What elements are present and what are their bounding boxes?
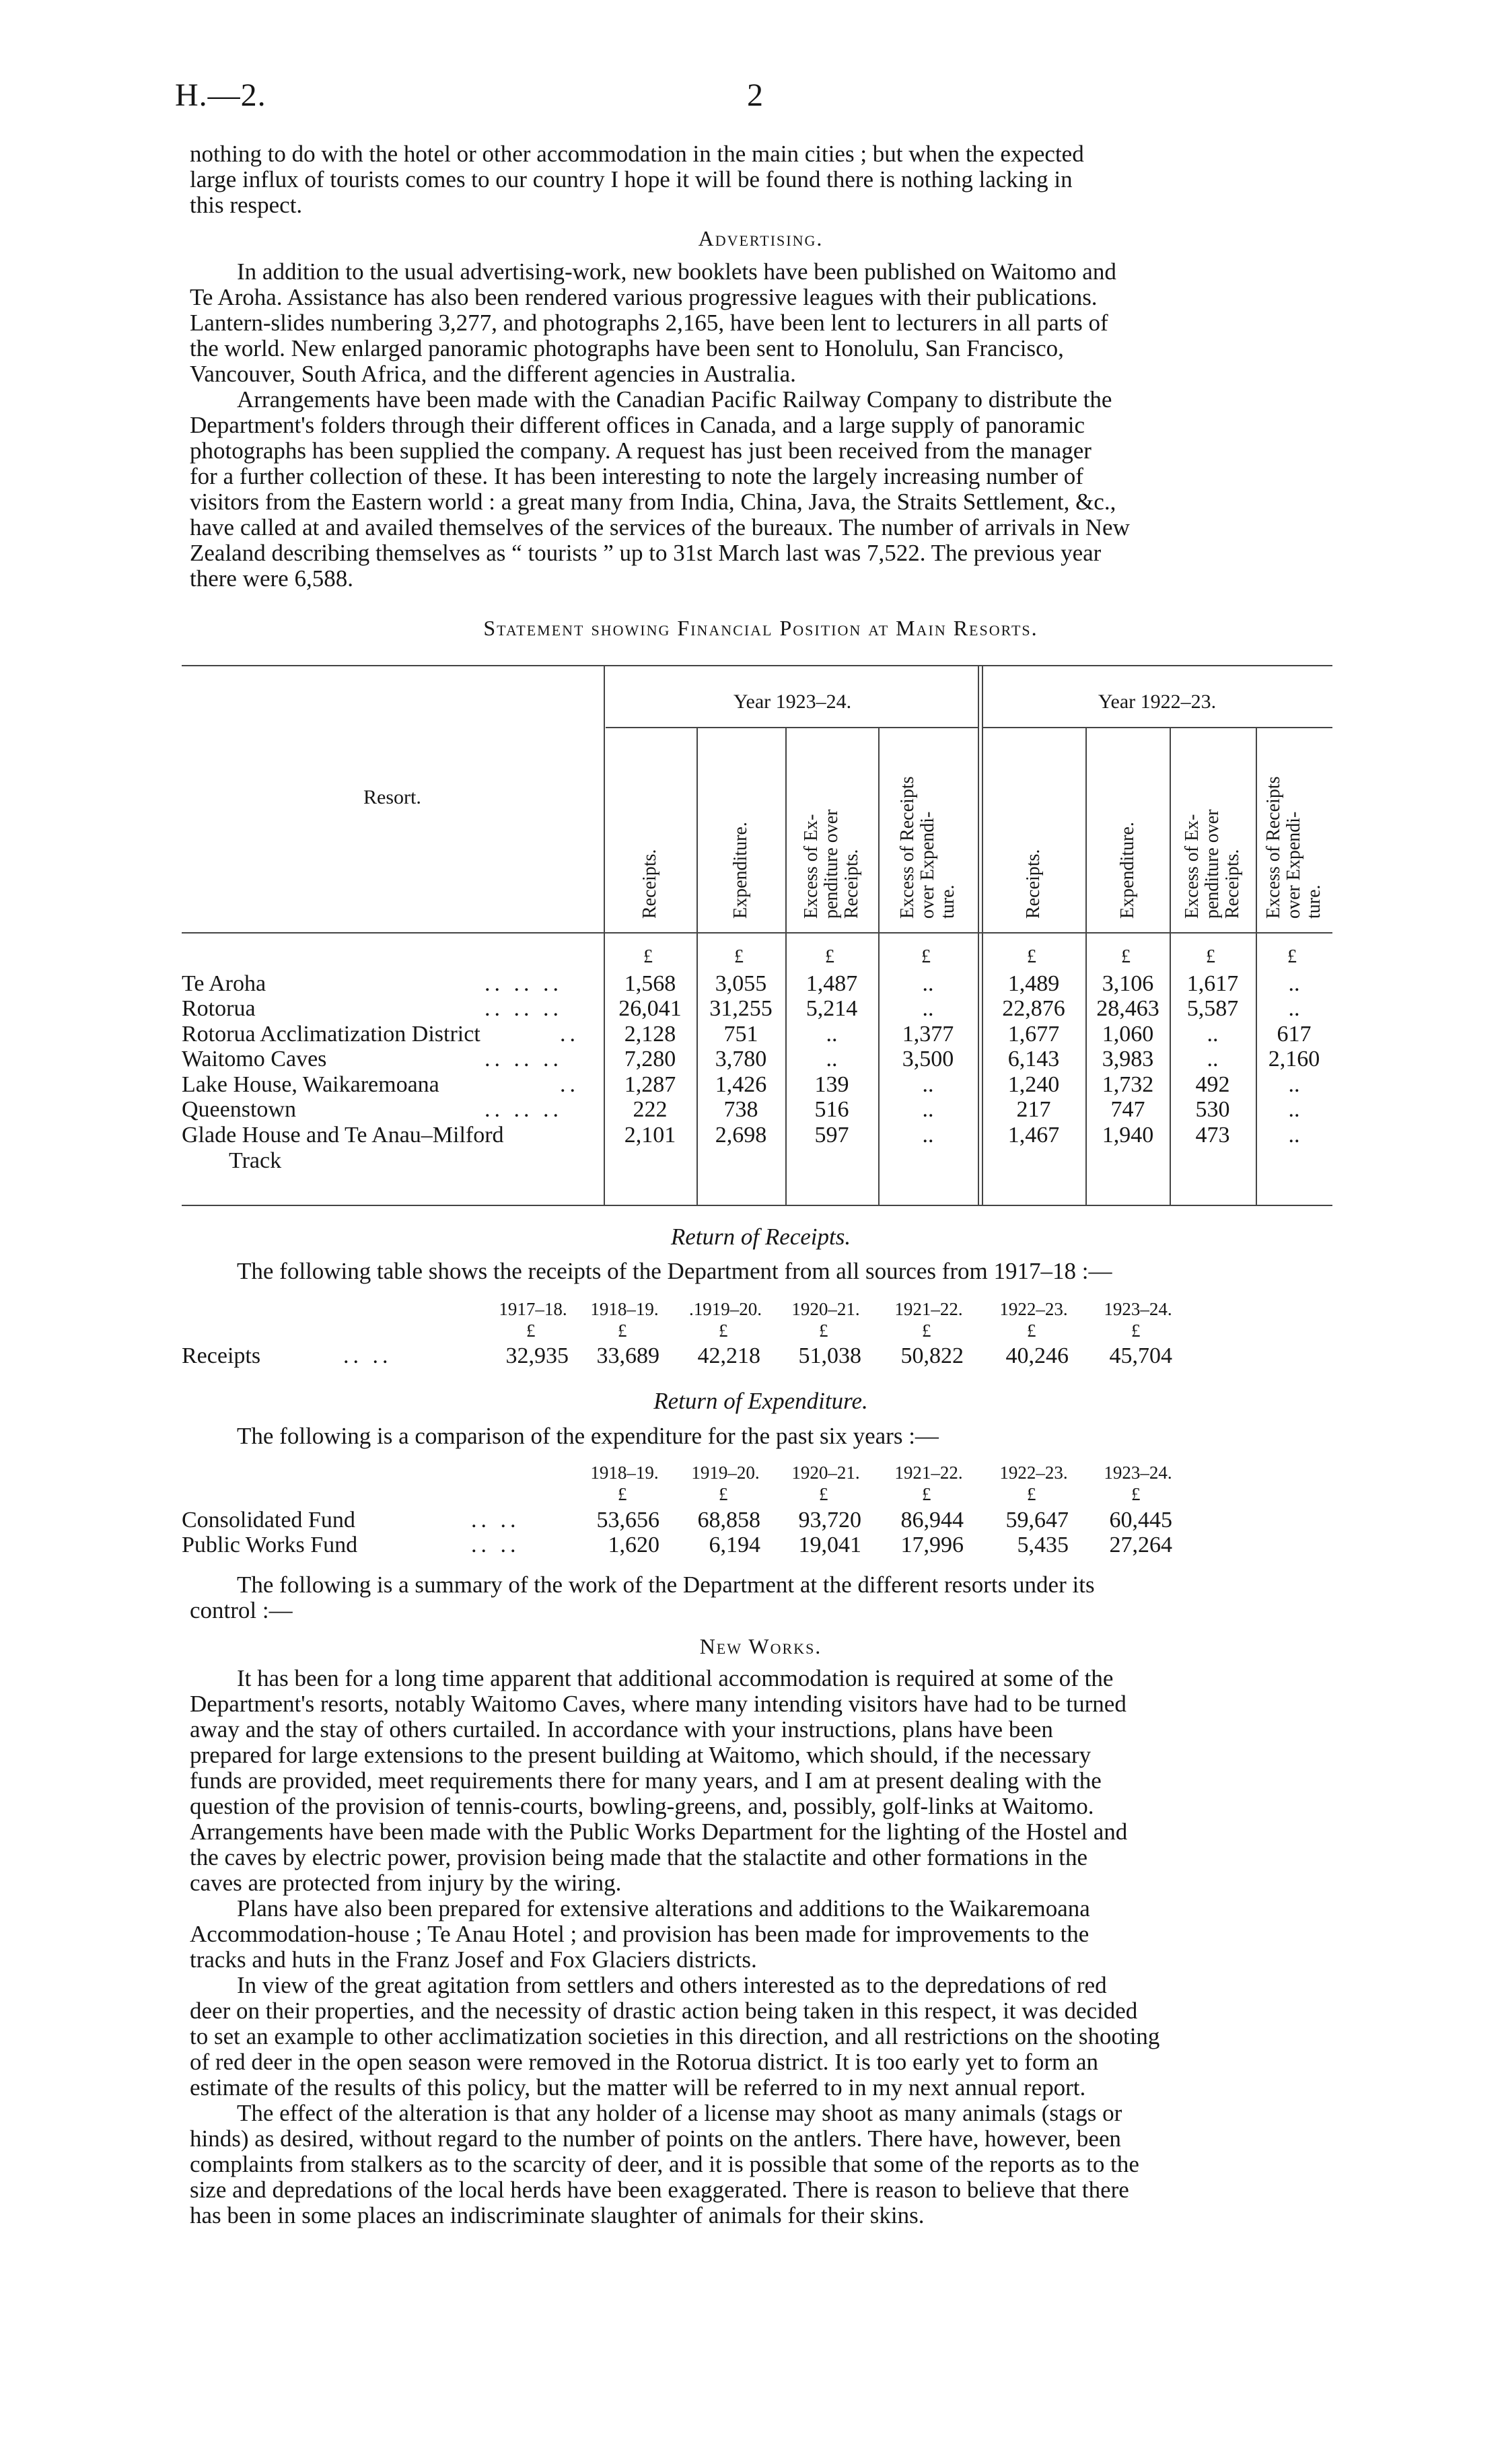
table-cell: ..	[1207, 1047, 1219, 1071]
new-works-heading: New Works.	[699, 1634, 822, 1658]
text-line: In addition to the usual advertising-work, new booklets have been published on Waitomo and	[237, 258, 1116, 285]
currency-symbol: £	[1027, 1321, 1036, 1341]
table-cell: 747	[1110, 1097, 1145, 1122]
receipt-value: 50,822	[900, 1343, 964, 1368]
column-header-text: ture.	[1303, 884, 1324, 919]
column-header-text: Excess of Ex-	[801, 814, 822, 919]
text-line: The effect of the alteration is that any holder of a license may shoot as many animals (stags or	[237, 2100, 1122, 2126]
table-cell: 1,940	[1102, 1123, 1154, 1148]
table-cell: ..	[826, 1022, 838, 1047]
table-cell: 6,143	[1007, 1047, 1060, 1071]
currency-symbol: £	[1027, 1484, 1036, 1504]
page-number: 2	[747, 77, 763, 113]
text-line: the world. New enlarged panoramic photographs have been sent to Honolulu, San Francisco,	[190, 335, 1064, 361]
resort-name-continued: Track	[229, 1148, 282, 1173]
expenditure-intro	[190, 1423, 1332, 1449]
column-header-text: Expenditure.	[1117, 822, 1138, 919]
text-line: Zealand describing themselves as “ tourists ” up to 31st March last was 7,522. The previous year	[190, 540, 1102, 566]
year-header: 1918–19.	[590, 1299, 659, 1319]
text-line: visitors from the Eastern world : a great many from India, China, Java, the Straits Settlement, &c.,	[190, 489, 1116, 515]
text-line: Arrangements have been made with the Canadian Pacific Railway Company to distribute the	[237, 386, 1112, 413]
text-line: Department's folders through their different offices in Canada, and a large supply of panoramic	[190, 412, 1085, 438]
column-header-text: Receipts.	[639, 849, 660, 919]
resort-name: Queenstown	[182, 1097, 296, 1122]
currency-symbol: £	[734, 946, 744, 967]
column-header-text: over Expendi-	[917, 811, 938, 919]
table-cell: ..	[922, 1123, 934, 1148]
table-cell: ..	[922, 1072, 934, 1097]
text-line: control :—	[190, 1597, 293, 1623]
table-cell: 1,467	[1007, 1123, 1060, 1148]
text-line: Accommodation-house ; Te Anau Hotel ; and provision has been made for improvements to the	[190, 1921, 1089, 1947]
year-header: 1917–18.	[499, 1299, 567, 1319]
table-cell: 31,255	[709, 996, 773, 1021]
statement-title: Statement showing Financial Position at Main Resorts.	[483, 616, 1038, 640]
text-line: has been in some places an indiscriminate slaughter of animals for their skins.	[190, 2202, 925, 2228]
receipt-value: 42,218	[697, 1343, 760, 1368]
table-cell: 3,106	[1102, 971, 1154, 996]
currency-symbol: £	[922, 1484, 931, 1504]
currency-symbol: £	[526, 1321, 536, 1341]
column-header-text: ture.	[937, 884, 958, 919]
expenditure-value: 93,720	[798, 1508, 861, 1533]
new-works-paragraph-3	[190, 1973, 1332, 2101]
currency-symbol: £	[719, 1484, 728, 1504]
expenditure-value: 19,041	[798, 1533, 861, 1557]
text-line: deer on their properties, and the necessity of drastic action being taken in this respect, it was decided	[190, 1998, 1138, 2024]
expenditure-value: 86,944	[900, 1508, 964, 1533]
table-divider	[982, 665, 983, 1205]
table-cell: 1,487	[806, 971, 858, 996]
table-cell: 1,426	[715, 1072, 767, 1097]
column-header-text: over Expendi-	[1283, 811, 1304, 919]
column-header-text: Receipts.	[841, 849, 862, 919]
table-rule-bottom	[182, 1205, 1332, 1206]
table-cell: 1,377	[902, 1022, 954, 1047]
text-line: hinds) as desired, without regard to the number of points on the antlers. There have, however, been	[190, 2125, 1121, 2152]
table-cell: ..	[1288, 1097, 1300, 1122]
text-line: tracks and huts in the Franz Josef and Fox Glaciers districts.	[190, 1946, 757, 1973]
resort-column-header: Resort.	[363, 786, 421, 808]
table-cell: 217	[1016, 1097, 1051, 1122]
receipt-value: 45,704	[1109, 1343, 1172, 1368]
table-cell: 2,160	[1268, 1047, 1320, 1071]
table-cell: 5,587	[1186, 996, 1239, 1021]
resort-name: Lake House, Waikaremoana	[182, 1072, 439, 1097]
table-cell: 1,617	[1186, 971, 1239, 996]
text-line: the caves by electric power, provision being made that the stalactite and other formations in the	[190, 1844, 1087, 1870]
currency-symbol: £	[1206, 946, 1215, 967]
year-header: 1919–20.	[691, 1463, 760, 1483]
text-line: caves are protected from injury by the wiring.	[190, 1870, 622, 1896]
resort-name: Te Aroha	[182, 971, 266, 996]
table-divider	[978, 665, 979, 1205]
text-line: this respect.	[190, 192, 303, 218]
report-reference: H.—2.	[175, 77, 266, 113]
table-rule-top	[182, 665, 1332, 666]
currency-symbol: £	[719, 1321, 728, 1341]
text-line: large influx of tourists comes to our country I hope it will be found there is nothing lacking in	[190, 166, 1073, 192]
table-cell: 28,463	[1096, 996, 1159, 1021]
year-header: 1922–23.	[999, 1463, 1068, 1483]
resort-name: Waitomo Caves	[182, 1047, 327, 1071]
table-cell: 22,876	[1002, 996, 1065, 1021]
table-cell: 3,983	[1102, 1047, 1154, 1071]
resort-name: Rotorua Acclimatization District	[182, 1022, 480, 1047]
table-divider	[696, 727, 698, 1205]
text-line: away and the stay of others curtailed. In accordance with your instructions, plans have been	[190, 1716, 1053, 1743]
currency-symbol: £	[819, 1321, 828, 1341]
table-cell: 473	[1195, 1123, 1230, 1148]
text-line: Vancouver, South Africa, and the different agencies in Australia.	[190, 361, 796, 387]
text-line: estimate of the results of this policy, but the matter will be referred to in my next annual report.	[190, 2074, 1086, 2101]
dot-leader: ..	[560, 1072, 579, 1097]
table-cell: 1,489	[1007, 971, 1060, 996]
new-works-paragraph-1	[190, 1666, 1332, 1896]
currency-symbol: £	[643, 946, 653, 967]
table-divider	[604, 665, 605, 1205]
column-header-text: penditure over	[821, 809, 842, 919]
currency-symbol: £	[1121, 946, 1131, 967]
fund-name: Consolidated Fund	[182, 1508, 355, 1533]
expenditure-value: 6,194	[709, 1533, 760, 1557]
new-works-paragraph-4	[190, 2101, 1332, 2228]
text-line: funds are provided, meet requirements there for many years, and I am at present dealing with the	[190, 1767, 1102, 1794]
year-header: 1921–22.	[894, 1299, 963, 1319]
advertising-paragraph-1	[190, 259, 1332, 387]
currency-symbol: £	[1131, 1321, 1141, 1341]
text-line: The following table shows the receipts of the Department from all sources from 1917–18 :—	[237, 1258, 1112, 1284]
dot-leader: ..	[560, 1022, 579, 1047]
table-cell: 751	[723, 1022, 758, 1047]
group-header-1923: Year 1923–24.	[733, 691, 852, 713]
text-line: The following is a comparison of the expenditure for the past six years :—	[237, 1423, 939, 1449]
year-header: 1923–24.	[1104, 1463, 1172, 1483]
expenditure-value: 59,647	[1005, 1508, 1069, 1533]
column-header-text: Excess of Receipts	[1263, 776, 1284, 919]
year-header: 1923–24.	[1104, 1299, 1172, 1319]
table-cell: ..	[1288, 1072, 1300, 1097]
table-cell: 5,214	[806, 996, 858, 1021]
table-cell: 617	[1277, 1022, 1312, 1047]
currency-symbol: £	[618, 1321, 627, 1341]
text-line: nothing to do with the hotel or other accommodation in the main cities ; but when the expected	[190, 141, 1084, 167]
text-line: Plans have also been prepared for extensive alterations and additions to the Waikaremoana	[237, 1895, 1090, 1922]
text-line: to set an example to other acclimatization societies in this direction, and all restrictions on the shooting	[190, 2023, 1160, 2049]
receipts-row-label: Receipts	[182, 1343, 261, 1368]
table-rule-header	[182, 932, 1332, 934]
text-line: Arrangements have been made with the Public Works Department for the lighting of the Hostel and	[190, 1819, 1128, 1845]
text-line: Te Aroha. Assistance has also been rendered various progressive leagues with their publications.	[190, 284, 1098, 310]
text-line: The following is a summary of the work of the Department at the different resorts under its	[237, 1572, 1095, 1598]
table-cell: ..	[922, 996, 934, 1021]
table-cell: ..	[1288, 1123, 1300, 1148]
currency-symbol: £	[921, 946, 931, 967]
table-cell: 738	[723, 1097, 758, 1122]
advertising-heading: Advertising.	[698, 226, 824, 250]
expenditure-value: 17,996	[900, 1533, 964, 1557]
resort-name: Rotorua	[182, 996, 256, 1021]
table-cell: ..	[922, 971, 934, 996]
expenditure-value: 5,435	[1017, 1533, 1069, 1557]
table-cell: 1,732	[1102, 1072, 1154, 1097]
text-line: of red deer in the open season were removed in the Rotorua district. It is too early yet to form an	[190, 2049, 1098, 2075]
dot-leader: .. .. ..	[485, 971, 563, 996]
expenditure-value: 68,858	[697, 1508, 760, 1533]
column-header-text: Expenditure.	[730, 822, 751, 919]
text-line: there were 6,588.	[190, 565, 353, 592]
year-header: 1921–22.	[894, 1463, 963, 1483]
text-line: Department's resorts, notably Waitomo Caves, where many intending visitors have had to be turned	[190, 1691, 1126, 1717]
table-cell: ..	[1288, 971, 1300, 996]
dot-leader: .. .. ..	[485, 996, 563, 1021]
table-cell: 1,568	[624, 971, 676, 996]
table-cell: 222	[633, 1097, 668, 1122]
table-cell: 492	[1195, 1072, 1230, 1097]
currency-symbol: £	[819, 1484, 828, 1504]
text-line: In view of the great agitation from settlers and others interested as to the depredations of red	[237, 1972, 1107, 1998]
table-cell: 1,060	[1102, 1022, 1154, 1047]
year-header: .1919–20.	[689, 1299, 762, 1319]
table-rule-group1	[606, 727, 979, 728]
text-line: have called at and availed themselves of the services of the bureaux. The number of arrivals in New	[190, 514, 1130, 540]
currency-symbol: £	[922, 1321, 931, 1341]
expenditure-value: 60,445	[1109, 1508, 1172, 1533]
year-header: 1918–19.	[590, 1463, 659, 1483]
new-works-paragraph-2	[190, 1896, 1332, 1973]
dot-leader: .. ..	[471, 1508, 520, 1533]
year-header: 1922–23.	[999, 1299, 1068, 1319]
table-cell: 3,055	[715, 971, 767, 996]
text-line: size and depredations of the local herds have been exaggerated. There is reason to believe that there	[190, 2177, 1129, 2203]
expenditure-value: 27,264	[1109, 1533, 1172, 1557]
table-cell: 1,240	[1007, 1072, 1060, 1097]
intro-paragraph	[190, 141, 1332, 218]
fund-name: Public Works Fund	[182, 1533, 358, 1557]
advertising-paragraph-2	[190, 387, 1332, 592]
column-header-text: Excess of Ex-	[1182, 814, 1203, 919]
year-header: 1920–21.	[791, 1299, 860, 1319]
table-cell: ..	[1288, 996, 1300, 1021]
text-line: Lantern-slides numbering 3,277, and photographs 2,165, have been lent to lecturers in all parts of	[190, 310, 1108, 336]
currency-symbol: £	[1027, 946, 1036, 967]
currency-symbol: £	[1287, 946, 1297, 967]
currency-symbol: £	[618, 1484, 627, 1504]
expenditure-heading: Return of Expenditure.	[653, 1388, 868, 1414]
dot-leader: .. ..	[343, 1343, 392, 1368]
table-cell: 1,677	[1007, 1022, 1060, 1047]
table-cell: 2,128	[624, 1022, 676, 1047]
table-cell: 139	[814, 1072, 849, 1097]
summary-paragraph	[190, 1572, 1332, 1623]
table-cell: 7,280	[624, 1047, 676, 1071]
column-header-text: Receipts.	[1222, 849, 1243, 919]
table-cell: ..	[1207, 1022, 1219, 1047]
table-cell: 2,698	[715, 1123, 767, 1148]
table-rule-group2	[982, 727, 1332, 728]
dot-leader: .. .. ..	[485, 1097, 563, 1122]
expenditure-value: 1,620	[608, 1533, 659, 1557]
column-header-text: penditure over	[1202, 809, 1223, 919]
table-cell: 26,041	[618, 996, 682, 1021]
table-cell: 1,287	[624, 1072, 676, 1097]
table-cell: 3,500	[902, 1047, 954, 1071]
currency-symbol: £	[1131, 1484, 1141, 1504]
currency-symbol: £	[825, 946, 834, 967]
text-line: prepared for large extensions to the present building at Waitomo, which should, if the necessary	[190, 1742, 1092, 1768]
text-line: question of the provision of tennis-courts, bowling-greens, and, possibly, golf-links at Waitomo.	[190, 1793, 1094, 1819]
table-cell: 3,780	[715, 1047, 767, 1071]
text-line: It has been for a long time apparent that additional accommodation is required at some of the	[237, 1665, 1114, 1691]
column-header-text: Excess of Receipts	[897, 776, 918, 919]
table-cell: ..	[826, 1047, 838, 1071]
table-cell: ..	[922, 1097, 934, 1122]
table-cell: 530	[1195, 1097, 1230, 1122]
expenditure-value: 53,656	[596, 1508, 659, 1533]
table-cell: 597	[814, 1123, 849, 1148]
dot-leader: .. .. ..	[485, 1047, 563, 1071]
table-cell: 516	[814, 1097, 849, 1122]
year-header: 1920–21.	[791, 1463, 860, 1483]
column-header-text: Receipts.	[1023, 849, 1044, 919]
text-line: for a further collection of these. It has been interesting to note the largely increasing number of	[190, 463, 1083, 489]
receipt-value: 51,038	[798, 1343, 861, 1368]
table-divider	[785, 727, 787, 1205]
receipt-value: 33,689	[596, 1343, 659, 1368]
receipts-heading: Return of Receipts.	[670, 1224, 851, 1250]
receipts-intro	[190, 1259, 1332, 1284]
text-line: photographs has been supplied the company. A request has just been received from the manager	[190, 437, 1092, 464]
resort-name: Glade House and Te Anau–Milford	[182, 1123, 504, 1148]
group-header-1922: Year 1922–23.	[1098, 691, 1217, 713]
receipt-value: 40,246	[1005, 1343, 1069, 1368]
table-divider	[878, 727, 880, 1205]
text-line: complaints from stalkers as to the scarcity of deer, and it is possible that some of the reports as to the	[190, 2151, 1139, 2177]
table-cell: 2,101	[624, 1123, 676, 1148]
dot-leader: .. ..	[471, 1533, 520, 1557]
receipt-value: 32,935	[505, 1343, 569, 1368]
